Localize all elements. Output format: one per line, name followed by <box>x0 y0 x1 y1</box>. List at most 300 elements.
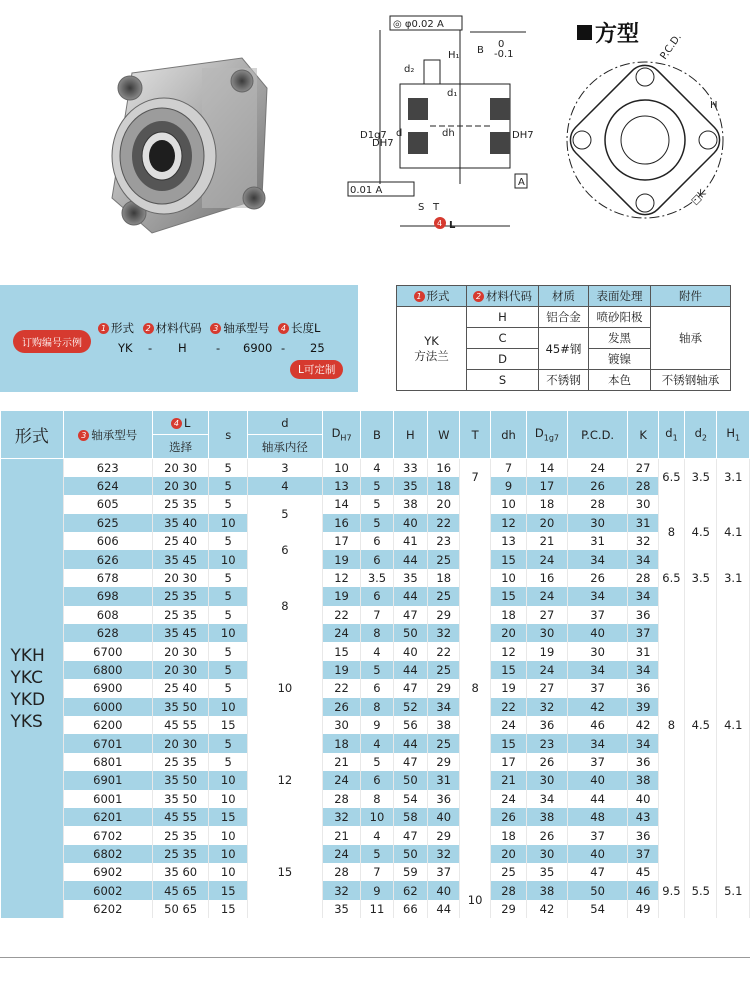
svg-text:DH7: DH7 <box>372 138 394 149</box>
s-cell: 5 <box>209 495 247 513</box>
col-l-sub: 选择 <box>152 435 209 459</box>
length-cell: 25 35 <box>152 845 209 863</box>
k-cell: 32 <box>628 532 658 550</box>
d1g7-cell: 17 <box>527 477 567 495</box>
b-cell: 4 <box>361 826 393 844</box>
s-cell: 5 <box>209 606 247 624</box>
pcd-cell: 50 <box>567 881 628 899</box>
b-cell: 5 <box>361 661 393 679</box>
h-cell: 44 <box>393 734 427 752</box>
d1g7-cell: 32 <box>527 698 567 716</box>
h-cell: 58 <box>393 808 427 826</box>
w-cell: 20 <box>428 495 460 513</box>
dh-cell: 22 <box>490 698 526 716</box>
bearing-cell: 6702 <box>63 826 152 844</box>
b-cell: 5 <box>361 477 393 495</box>
h-cell: 40 <box>393 514 427 532</box>
d1g7-cell: 30 <box>527 845 567 863</box>
w-cell: 29 <box>428 753 460 771</box>
length-cell: 25 40 <box>152 679 209 697</box>
k-cell: 36 <box>628 606 658 624</box>
pcd-cell: 30 <box>567 514 628 532</box>
table-row <box>1 679 750 697</box>
w-cell: 25 <box>428 587 460 605</box>
svg-text:L: L <box>449 220 456 231</box>
table-row <box>1 753 750 771</box>
series-label: YKH <box>10 645 45 666</box>
k-cell: 36 <box>628 679 658 697</box>
d-cell: 6 <box>247 532 322 569</box>
length-cell: 25 35 <box>152 495 209 513</box>
d2-cell: 3.5 <box>685 459 717 496</box>
length-cell: 35 50 <box>152 790 209 808</box>
h-cell: 38 <box>393 495 427 513</box>
dh-cell: 7 <box>490 459 526 477</box>
s-cell: 5 <box>209 642 247 660</box>
dh-cell: 21 <box>490 771 526 789</box>
table-row <box>1 771 750 789</box>
length-cell: 45 65 <box>152 881 209 899</box>
table-row <box>1 808 750 826</box>
bearing-cell: 678 <box>63 569 152 587</box>
bearing-cell: 623 <box>63 459 152 477</box>
s-cell: 5 <box>209 569 247 587</box>
h-cell: 40 <box>393 642 427 660</box>
table-row <box>1 734 750 752</box>
bearing-cell: 6801 <box>63 753 152 771</box>
k-cell: 37 <box>628 845 658 863</box>
dh7-cell: 19 <box>322 661 360 679</box>
s-cell: 5 <box>209 477 247 495</box>
col-d1: $d_1$ <box>658 411 684 459</box>
s-cell: 5 <box>209 679 247 697</box>
k-cell: 36 <box>628 753 658 771</box>
svg-text:d₁: d₁ <box>447 88 458 99</box>
svg-text:d: d <box>396 128 403 139</box>
pcd-cell: 40 <box>567 771 628 789</box>
table-row <box>1 459 750 477</box>
material-row: YK 方法兰 H 铝合金 喷砂阳极 轴承 <box>397 307 731 328</box>
series-label: YKC <box>10 667 43 688</box>
d-cell: 10 <box>247 642 322 734</box>
spec-table <box>0 410 750 918</box>
d-cell: 3 <box>247 459 322 477</box>
b-cell: 10 <box>361 808 393 826</box>
svg-text:0: 0 <box>498 39 505 50</box>
d1g7-cell: 24 <box>527 550 567 568</box>
dh-cell: 13 <box>490 532 526 550</box>
svg-text:◎ φ0.02 A: ◎ φ0.02 A <box>393 19 444 30</box>
length-cell: 20 30 <box>152 734 209 752</box>
col-dh: dh <box>490 411 526 459</box>
h-cell: 54 <box>393 790 427 808</box>
table-row <box>1 642 750 660</box>
col-d-sub: 轴承内径 <box>247 435 322 459</box>
b-cell: 8 <box>361 698 393 716</box>
material-table <box>396 285 731 391</box>
svg-text:B: B <box>477 45 484 56</box>
pcd-cell: 46 <box>567 716 628 734</box>
pcd-cell: 24 <box>567 459 628 477</box>
length-cell: 20 30 <box>152 661 209 679</box>
pcd-cell: 34 <box>567 734 628 752</box>
s-cell: 10 <box>209 845 247 863</box>
w-cell: 25 <box>428 661 460 679</box>
dh-cell: 19 <box>490 679 526 697</box>
h1-cell: 4.1 <box>717 587 750 863</box>
d1g7-cell: 26 <box>527 826 567 844</box>
h-cell: 62 <box>393 881 427 899</box>
svg-text:dh: dh <box>442 128 455 139</box>
dh-cell: 29 <box>490 900 526 918</box>
k-cell: 28 <box>628 569 658 587</box>
dh-cell: 15 <box>490 587 526 605</box>
w-cell: 18 <box>428 569 460 587</box>
h-cell: 50 <box>393 771 427 789</box>
s-cell: 10 <box>209 624 247 642</box>
dh7-cell: 32 <box>322 881 360 899</box>
col-form: 形式 <box>1 411 64 459</box>
bearing-cell: 6901 <box>63 771 152 789</box>
dh-cell: 18 <box>490 606 526 624</box>
s-cell: 15 <box>209 716 247 734</box>
b-cell: 4 <box>361 642 393 660</box>
col-d1g7: $D_{1g7}$ <box>527 411 567 459</box>
d1g7-cell: 27 <box>527 679 567 697</box>
w-cell: 40 <box>428 881 460 899</box>
pcd-cell: 34 <box>567 550 628 568</box>
order-example-badge: 订购编号示例 <box>13 330 91 353</box>
t-cell: 8 <box>460 495 490 881</box>
dh-cell: 28 <box>490 881 526 899</box>
svg-text:d₂: d₂ <box>404 64 415 75</box>
s-cell: 5 <box>209 587 247 605</box>
d2-cell: 4.5 <box>685 495 717 569</box>
d1g7-cell: 16 <box>527 569 567 587</box>
k-cell: 40 <box>628 790 658 808</box>
k-cell: 37 <box>628 624 658 642</box>
d1-cell: 8 <box>658 587 684 863</box>
s-cell: 10 <box>209 550 247 568</box>
k-cell: 42 <box>628 716 658 734</box>
h-cell: 56 <box>393 716 427 734</box>
bearing-cell: 6800 <box>63 661 152 679</box>
b-cell: 6 <box>361 550 393 568</box>
dh7-cell: 28 <box>322 863 360 881</box>
h1-cell: 3.1 <box>717 569 750 587</box>
dh-cell: 20 <box>490 624 526 642</box>
s-cell: 15 <box>209 808 247 826</box>
table-row <box>1 845 750 863</box>
length-cell: 25 35 <box>152 826 209 844</box>
w-cell: 31 <box>428 771 460 789</box>
h-cell: 47 <box>393 753 427 771</box>
w-cell: 29 <box>428 679 460 697</box>
w-cell: 36 <box>428 790 460 808</box>
b-cell: 5 <box>361 753 393 771</box>
k-cell: 34 <box>628 734 658 752</box>
pcd-cell: 42 <box>567 698 628 716</box>
b-cell: 6 <box>361 587 393 605</box>
dh-cell: 15 <box>490 661 526 679</box>
d1g7-cell: 24 <box>527 661 567 679</box>
h1-cell: 5.1 <box>717 863 750 918</box>
svg-text:H: H <box>710 100 718 111</box>
length-cell: 20 30 <box>152 642 209 660</box>
bearing-cell: 6001 <box>63 790 152 808</box>
k-cell: 34 <box>628 661 658 679</box>
length-cell: 35 45 <box>152 624 209 642</box>
w-cell: 37 <box>428 863 460 881</box>
pcd-cell: 37 <box>567 679 628 697</box>
col-h: H <box>393 411 427 459</box>
h-cell: 50 <box>393 845 427 863</box>
b-cell: 9 <box>361 716 393 734</box>
w-cell: 34 <box>428 698 460 716</box>
dh7-cell: 35 <box>322 900 360 918</box>
h-cell: 47 <box>393 606 427 624</box>
dh7-cell: 14 <box>322 495 360 513</box>
k-cell: 31 <box>628 514 658 532</box>
length-cell: 35 50 <box>152 698 209 716</box>
h-cell: 44 <box>393 587 427 605</box>
s-cell: 5 <box>209 661 247 679</box>
w-cell: 29 <box>428 606 460 624</box>
d1g7-cell: 24 <box>527 587 567 605</box>
svg-text:A: A <box>518 177 525 188</box>
bearing-cell: 626 <box>63 550 152 568</box>
length-cell: 45 55 <box>152 716 209 734</box>
s-cell: 10 <box>209 698 247 716</box>
dh-cell: 15 <box>490 550 526 568</box>
col-b: B <box>361 411 393 459</box>
bearing-cell: 608 <box>63 606 152 624</box>
dh-cell: 20 <box>490 845 526 863</box>
b-cell: 5 <box>361 495 393 513</box>
w-cell: 22 <box>428 514 460 532</box>
dh-cell: 17 <box>490 753 526 771</box>
w-cell: 25 <box>428 734 460 752</box>
bearing-cell: 6902 <box>63 863 152 881</box>
svg-text:□K: □K <box>689 188 709 208</box>
col-d: d <box>247 411 322 435</box>
dh7-cell: 15 <box>322 642 360 660</box>
h-cell: 59 <box>393 863 427 881</box>
w-cell: 16 <box>428 459 460 477</box>
d1g7-cell: 30 <box>527 624 567 642</box>
d1g7-cell: 14 <box>527 459 567 477</box>
col-t: T <box>460 411 490 459</box>
front-view-drawing <box>560 10 750 240</box>
s-cell: 10 <box>209 826 247 844</box>
order-example-panel: 订购编号示例 1 形式 2 材料代码 3 轴承型号 4 长度L YK - H - 6900 - 25 L可定制 <box>0 285 358 392</box>
col-w: W <box>428 411 460 459</box>
dh7-cell: 30 <box>322 716 360 734</box>
s-cell: 10 <box>209 771 247 789</box>
dh7-cell: 13 <box>322 477 360 495</box>
h1-cell: 4.1 <box>717 495 750 569</box>
k-cell: 30 <box>628 495 658 513</box>
table-row <box>1 532 750 550</box>
col-dh7: $D_{H7}$ <box>322 411 360 459</box>
b-cell: 8 <box>361 790 393 808</box>
svg-text:4: 4 <box>437 219 443 228</box>
dh-cell: 12 <box>490 642 526 660</box>
length-cell: 25 35 <box>152 587 209 605</box>
d1g7-cell: 27 <box>527 606 567 624</box>
dh-cell: 26 <box>490 808 526 826</box>
dh7-cell: 32 <box>322 808 360 826</box>
k-cell: 27 <box>628 459 658 477</box>
divider <box>0 957 750 958</box>
bearing-cell: 6201 <box>63 808 152 826</box>
length-cell: 20 30 <box>152 477 209 495</box>
h-cell: 47 <box>393 679 427 697</box>
s-cell: 15 <box>209 900 247 918</box>
table-row <box>1 716 750 734</box>
d1g7-cell: 36 <box>527 716 567 734</box>
length-cell: 35 50 <box>152 771 209 789</box>
col-pcd: P.C.D. <box>567 411 628 459</box>
d1g7-cell: 30 <box>527 771 567 789</box>
b-cell: 4 <box>361 734 393 752</box>
product-header <box>0 0 750 285</box>
dh7-cell: 16 <box>322 514 360 532</box>
bearing-cell: 6900 <box>63 679 152 697</box>
bearing-cell: 625 <box>63 514 152 532</box>
d1g7-cell: 34 <box>527 790 567 808</box>
col-k: K <box>628 411 658 459</box>
length-cell: 35 45 <box>152 550 209 568</box>
pcd-cell: 47 <box>567 863 628 881</box>
table-row <box>1 826 750 844</box>
svg-text:DH7: DH7 <box>512 130 534 141</box>
pcd-cell: 44 <box>567 790 628 808</box>
d1g7-cell: 19 <box>527 642 567 660</box>
w-cell: 22 <box>428 642 460 660</box>
pcd-cell: 26 <box>567 569 628 587</box>
dh-cell: 9 <box>490 477 526 495</box>
b-cell: 5 <box>361 845 393 863</box>
table-row <box>1 624 750 642</box>
table-row <box>1 495 750 513</box>
dh7-cell: 21 <box>322 826 360 844</box>
pcd-cell: 37 <box>567 753 628 771</box>
bearing-cell: 698 <box>63 587 152 605</box>
k-cell: 49 <box>628 900 658 918</box>
s-cell: 10 <box>209 514 247 532</box>
accessory-merged: 轴承 <box>651 307 731 370</box>
side-section-drawing <box>340 14 540 232</box>
table-row <box>1 569 750 587</box>
d1g7-cell: 26 <box>527 753 567 771</box>
pcd-cell: 37 <box>567 826 628 844</box>
w-cell: 32 <box>428 845 460 863</box>
w-cell: 44 <box>428 900 460 918</box>
dh7-cell: 24 <box>322 624 360 642</box>
s-cell: 5 <box>209 753 247 771</box>
dh-cell: 24 <box>490 716 526 734</box>
t-cell: 10 <box>460 881 490 918</box>
dh-cell: 15 <box>490 734 526 752</box>
col-bearing: 3 轴承型号 <box>63 411 152 459</box>
table-row <box>1 550 750 568</box>
bearing-cell: 6002 <box>63 881 152 899</box>
d1-cell: 8 <box>658 495 684 569</box>
col-s: s <box>209 411 247 459</box>
table-row <box>1 606 750 624</box>
d1-cell: 6.5 <box>658 459 684 496</box>
table-row <box>1 900 750 918</box>
dh-cell: 12 <box>490 514 526 532</box>
table-row <box>1 881 750 899</box>
table-row <box>1 661 750 679</box>
k-cell: 36 <box>628 826 658 844</box>
k-cell: 31 <box>628 642 658 660</box>
d1g7-cell: 42 <box>527 900 567 918</box>
b-cell: 11 <box>361 900 393 918</box>
k-cell: 39 <box>628 698 658 716</box>
pcd-cell: 48 <box>567 808 628 826</box>
material-table-header: 1 形式 2 材料代码 材质 表面处理 附件 <box>397 286 731 307</box>
dh7-cell: 22 <box>322 606 360 624</box>
dh7-cell: 28 <box>322 790 360 808</box>
k-cell: 28 <box>628 477 658 495</box>
length-cell: 35 40 <box>152 514 209 532</box>
length-cell: 35 60 <box>152 863 209 881</box>
d1g7-cell: 23 <box>527 734 567 752</box>
w-cell: 25 <box>428 550 460 568</box>
series-label: YKD <box>10 689 46 710</box>
dh7-cell: 22 <box>322 679 360 697</box>
d1g7-cell: 20 <box>527 514 567 532</box>
s-cell: 5 <box>209 734 247 752</box>
d-cell: 8 <box>247 569 322 643</box>
pcd-cell: 54 <box>567 900 628 918</box>
length-cell: 25 40 <box>152 532 209 550</box>
d-cell: 5 <box>247 495 322 532</box>
h-cell: 66 <box>393 900 427 918</box>
s-cell: 5 <box>209 532 247 550</box>
svg-text:H₁: H₁ <box>448 50 460 61</box>
table-row <box>1 698 750 716</box>
bearing-cell: 6000 <box>63 698 152 716</box>
pcd-cell: 30 <box>567 642 628 660</box>
b-cell: 7 <box>361 606 393 624</box>
h-cell: 35 <box>393 569 427 587</box>
w-cell: 38 <box>428 716 460 734</box>
b-cell: 6 <box>361 771 393 789</box>
col-l: 4 L <box>152 411 209 435</box>
spec-header-row <box>1 411 750 435</box>
table-row <box>1 587 750 605</box>
b-cell: 5 <box>361 514 393 532</box>
svg-text:S: S <box>418 202 425 213</box>
col-h1: $H_1$ <box>717 411 750 459</box>
k-cell: 34 <box>628 587 658 605</box>
h1-cell: 3.1 <box>717 459 750 496</box>
s-cell: 10 <box>209 790 247 808</box>
d1g7-cell: 18 <box>527 495 567 513</box>
dh-cell: 18 <box>490 826 526 844</box>
dh7-cell: 10 <box>322 459 360 477</box>
pcd-cell: 28 <box>567 495 628 513</box>
w-cell: 32 <box>428 624 460 642</box>
b-cell: 9 <box>361 881 393 899</box>
pcd-cell: 34 <box>567 661 628 679</box>
bearing-cell: 6202 <box>63 900 152 918</box>
series-labels <box>1 459 64 919</box>
